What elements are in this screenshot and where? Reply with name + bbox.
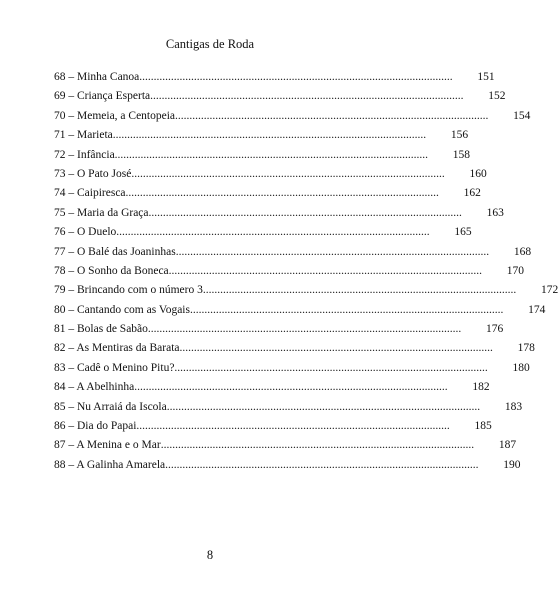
toc-entry (54, 320, 504, 339)
toc-entry (54, 301, 546, 320)
table-of-contents (54, 68, 558, 475)
toc-entry-title: 84 – A Abelhinha (54, 381, 135, 394)
running-header: Cantigas de Roda (165, 37, 255, 51)
dot-leader: ............................................................................................................. (179, 342, 493, 355)
dot-leader: ............................................................................................................. (116, 226, 430, 239)
toc-entry-page: 170 (506, 264, 525, 277)
toc-entry (54, 165, 487, 184)
dot-leader: ............................................................................................................. (150, 90, 464, 103)
dot-leader: ............................................................................................................. (175, 245, 490, 258)
toc-entry (54, 262, 525, 281)
toc-entry-page: 182 (472, 381, 490, 394)
toc-entry-title: 80 – Cantando com as Vogais (54, 303, 190, 316)
toc-entry (54, 281, 558, 300)
toc-entry (54, 417, 492, 436)
dot-leader: ............................................................................................................. (131, 167, 445, 180)
dot-leader: ............................................................................................................. (147, 323, 462, 336)
toc-entry-page: 154 (513, 109, 531, 122)
dot-leader: ............................................................................................................. (114, 148, 429, 161)
toc-entry (54, 436, 517, 455)
toc-entry (54, 398, 523, 417)
toc-entry (54, 68, 495, 87)
toc-entry (54, 87, 506, 106)
toc-entry-title: 87 – A Menina e o Mar (54, 439, 161, 452)
toc-entry-title: 68 – Minha Canoa (54, 71, 140, 83)
toc-entry-page: 162 (463, 187, 481, 200)
toc-entry (54, 339, 535, 358)
dot-leader: ............................................................................................................. (134, 381, 448, 394)
toc-entry-page: 168 (513, 245, 532, 258)
toc-entry-page: 174 (528, 303, 546, 316)
toc-entry-title: 69 – Criança Esperta (54, 90, 151, 103)
toc-entry-title: 83 – Cadê o Menino Pitu? (54, 361, 175, 374)
toc-entry-page: 165 (454, 226, 472, 239)
dot-leader: ............................................................................................................. (148, 206, 462, 219)
toc-entry (54, 456, 521, 475)
toc-entry-page: 156 (450, 129, 469, 142)
dot-leader: ............................................................................................................. (175, 109, 489, 122)
toc-entry (54, 359, 530, 378)
toc-entry-title: 81 – Bolas de Sabão (54, 323, 148, 336)
toc-entry-page: 176 (486, 323, 504, 336)
toc-entry (54, 204, 504, 223)
toc-entry (54, 146, 471, 165)
toc-entry-page: 160 (469, 167, 487, 180)
dot-leader: ............................................................................................................. (139, 71, 453, 83)
dot-leader: ............................................................................................................. (125, 187, 439, 200)
toc-entry (54, 223, 472, 242)
toc-entry-page: 185 (474, 420, 492, 433)
toc-entry-page: 190 (503, 458, 521, 471)
toc-entry-title: 74 – Caipiresca (54, 187, 126, 200)
dot-leader: ............................................................................................................. (202, 284, 517, 297)
toc-entry-title: 88 – A Galinha Amarela (54, 458, 166, 471)
toc-entry-page: 172 (540, 284, 558, 297)
toc-entry-title: 79 – Brincando com o número 3 (54, 284, 203, 297)
dot-leader: ............................................................................................................. (136, 420, 450, 433)
toc-entry-title: 73 – O Pato José (54, 167, 132, 180)
toc-entry (54, 107, 531, 126)
toc-entry-title: 86 – Dia do Papai (54, 420, 137, 433)
toc-entry-title: 77 – O Balé das Joaninhas (54, 245, 176, 258)
toc-entry (54, 184, 481, 203)
toc-entry-title: 76 – O Duelo (54, 226, 117, 239)
dot-leader: ............................................................................................................. (168, 264, 483, 277)
dot-leader: ............................................................................................................. (112, 129, 427, 142)
toc-entry-page: 178 (517, 342, 535, 355)
toc-entry-page: 152 (488, 90, 506, 103)
toc-entry (54, 126, 469, 145)
toc-entry (54, 378, 490, 397)
toc-entry-page: 183 (504, 400, 523, 413)
toc-entry (54, 243, 532, 262)
toc-entry-page: 151 (477, 71, 495, 83)
toc-entry-title: 72 – Infância (54, 148, 115, 161)
toc-entry-title: 71 – Marieta (54, 129, 113, 142)
dot-leader: ............................................................................................................. (189, 303, 504, 316)
toc-entry-page: 187 (498, 439, 517, 452)
toc-entry-title: 70 – Memeia, a Centopeia (54, 109, 176, 122)
toc-entry-title: 75 – Maria da Graça (54, 206, 149, 219)
dot-leader: ............................................................................................................. (174, 361, 488, 374)
toc-entry-title: 82 – As Mentiras da Barata (54, 342, 180, 355)
toc-entry-title: 78 – O Sonho da Boneca (54, 264, 169, 277)
toc-entry-page: 180 (512, 361, 530, 374)
dot-leader: ............................................................................................................. (160, 439, 475, 452)
toc-entry-page: 163 (486, 206, 504, 219)
dot-leader: ............................................................................................................. (165, 458, 479, 471)
toc-entry-title: 85 – Nu Arraiá da Iscola (54, 400, 167, 413)
page-number: 8 (206, 548, 214, 562)
toc-entry-page: 158 (452, 148, 471, 161)
dot-leader: ............................................................................................................. (166, 400, 481, 413)
